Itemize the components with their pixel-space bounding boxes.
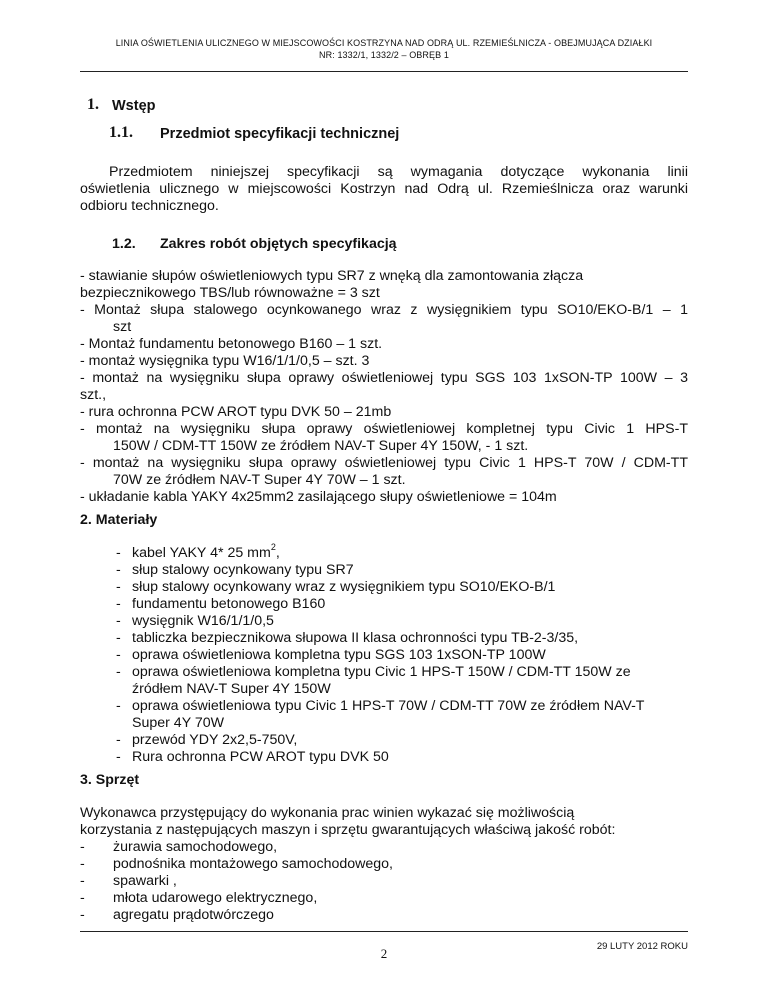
scope-line: 70W ze źródłem NAV-T Super 4Y 70W – 1 szt. bbox=[113, 472, 406, 488]
section-1-1-title: Przedmiot specyfikacji technicznej bbox=[160, 126, 400, 142]
material-item: - kabel YAKY 4* 25 $mm^2$, bbox=[116, 542, 280, 561]
dash: - bbox=[116, 562, 121, 578]
equipment-item: - żurawia samochodowego, bbox=[80, 839, 278, 855]
section-1-2-title: Zakres robót objętych specyfikacją bbox=[160, 236, 397, 252]
scope-line: szt., bbox=[80, 387, 107, 403]
equipment-item: - młota udarowego elektrycznego, bbox=[80, 890, 318, 906]
section-1-1-para-line1: Przedmiotem niniejszej specyfikacji są wymagania dotyczące wykonania linii bbox=[109, 164, 688, 180]
document-header-line2: NR: 1332/1, 1332/2 – OBRĘB 1 bbox=[319, 50, 449, 60]
material-item: - fundamentu betonowego B160 bbox=[116, 596, 326, 612]
scope-line: - układanie kabla YAKY 4x25mm2 zasilającego słupy oświetleniowe = 104m bbox=[80, 489, 557, 505]
section-1-2-number: 1.2. bbox=[112, 236, 136, 252]
section-1-1-para-line2: oświetlenia ulicznego w miejscowości Kostrzyn nad Odrą ul. Rzemieślnicza oraz warunki bbox=[80, 181, 688, 197]
header-rule bbox=[80, 71, 688, 72]
material-item: - tabliczka bezpiecznikowa słupowa II klasa ochronności typu TB-2-3/35, bbox=[116, 630, 579, 646]
equipment-item: - agregatu prądotwórczego bbox=[80, 907, 274, 923]
material-item: - słup stalowy ocynkowany wraz z wysięgnikiem typu SO10/EKO-B/1 bbox=[116, 579, 556, 595]
scope-line: - montaż na wysięgniku słupa oprawy oświetleniowej kompletnej typu Civic 1 HPS-T bbox=[80, 421, 688, 437]
dash: - bbox=[80, 907, 85, 923]
dash: - bbox=[80, 856, 85, 872]
dash: - bbox=[80, 890, 85, 906]
section-3-title: 3. Sprzęt bbox=[80, 772, 140, 788]
dash: - bbox=[116, 647, 121, 663]
scope-line: - rura ochronna PCW AROT typu DVK 50 – 21mb bbox=[80, 404, 392, 420]
dash: - bbox=[116, 545, 121, 561]
dash: - bbox=[116, 698, 121, 714]
footer-rule bbox=[80, 931, 688, 932]
scope-line: - Montaż fundamentu betonowego B160 – 1 szt. bbox=[80, 336, 383, 352]
material-item: - przewód YDY 2x2,5-750V, bbox=[116, 732, 298, 748]
dash: - bbox=[116, 664, 121, 680]
material-item-continued: źródłem NAV-T Super 4Y 150W bbox=[132, 681, 331, 697]
material-item: - słup stalowy ocynkowany typu SR7 bbox=[116, 562, 354, 578]
section-3-para-line2: korzystania z następujących maszyn i sprzętu gwarantujących właściwą jakość robót: bbox=[80, 822, 616, 838]
dash: - bbox=[116, 579, 121, 595]
scope-line: - montaż na wysięgniku słupa oprawy oświetleniowej typu SGS 103 1xSON-TP 100W – 3 bbox=[80, 370, 688, 386]
scope-line: 150W / CDM-TT 150W ze źródłem NAV-T Super 4Y 150W, - 1 szt. bbox=[113, 438, 529, 454]
section-2-title: 2. Materiały bbox=[80, 512, 158, 528]
dash: - bbox=[116, 613, 121, 629]
scope-line: szt bbox=[113, 319, 132, 335]
material-item: - Rura ochronna PCW AROT typu DVK 50 bbox=[116, 749, 389, 765]
section-3-para-line1: Wykonawca przystępujący do wykonania prac winien wykazać się możliwością bbox=[80, 805, 575, 821]
scope-line: - montaż wysięgnika typu W16/1/1/0,5 – szt. 3 bbox=[80, 353, 370, 369]
material-item: - wysięgnik W16/1/1/0,5 bbox=[116, 613, 274, 629]
scope-line: - stawianie słupów oświetleniowych typu SR7 z wnęką dla zamontowania złącza bbox=[80, 268, 584, 284]
dash: - bbox=[116, 732, 121, 748]
section-1-title: Wstęp bbox=[112, 98, 156, 114]
scope-line: - Montaż słupa stalowego ocynkowanego wraz z wysięgnikiem typu SO10/EKO-B/1 – 1 bbox=[80, 302, 688, 318]
page-number: 2 bbox=[380, 946, 388, 961]
dash: - bbox=[80, 873, 85, 889]
material-item: - oprawa oświetleniowa kompletna typu Civic 1 HPS-T 150W / CDM-TT 150W ze bbox=[116, 664, 631, 680]
scope-line: - montaż na wysięgniku słupa oprawy oświetleniowej typu Civic 1 HPS-T 70W / CDM-TT bbox=[80, 455, 688, 471]
section-1-number: 1. bbox=[87, 96, 99, 113]
section-1-1-number: 1.1. bbox=[109, 124, 133, 141]
material-item: - oprawa oświetleniowa typu Civic 1 HPS-T 70W / CDM-TT 70W ze źródłem NAV-T bbox=[116, 698, 645, 714]
material-item-continued: Super 4Y 70W bbox=[132, 715, 225, 731]
footer-date: 29 LUTY 2012 ROKU bbox=[596, 941, 688, 952]
equipment-item: - podnośnika montażowego samochodowego, bbox=[80, 856, 393, 872]
dash: - bbox=[80, 839, 85, 855]
material-item: - oprawa oświetleniowa kompletna typu SGS 103 1xSON-TP 100W bbox=[116, 647, 546, 663]
equipment-item: - spawarki , bbox=[80, 873, 177, 889]
section-1-1-para-line3: odbioru technicznego. bbox=[80, 198, 219, 214]
dash: - bbox=[116, 749, 121, 765]
document-header-line1: LINIA OŚWIETLENIA ULICZNEGO W MIEJSCOWOŚCI KOSTRZYNA NAD ODRĄ UL. RZEMIEŚLNICZA - OBEJMUJĄCA DZIAŁKI bbox=[115, 38, 653, 48]
scope-line: bezpiecznikowego TBS/lub równoważne = 3 szt bbox=[80, 285, 380, 301]
dash: - bbox=[116, 630, 121, 646]
dash: - bbox=[116, 596, 121, 612]
